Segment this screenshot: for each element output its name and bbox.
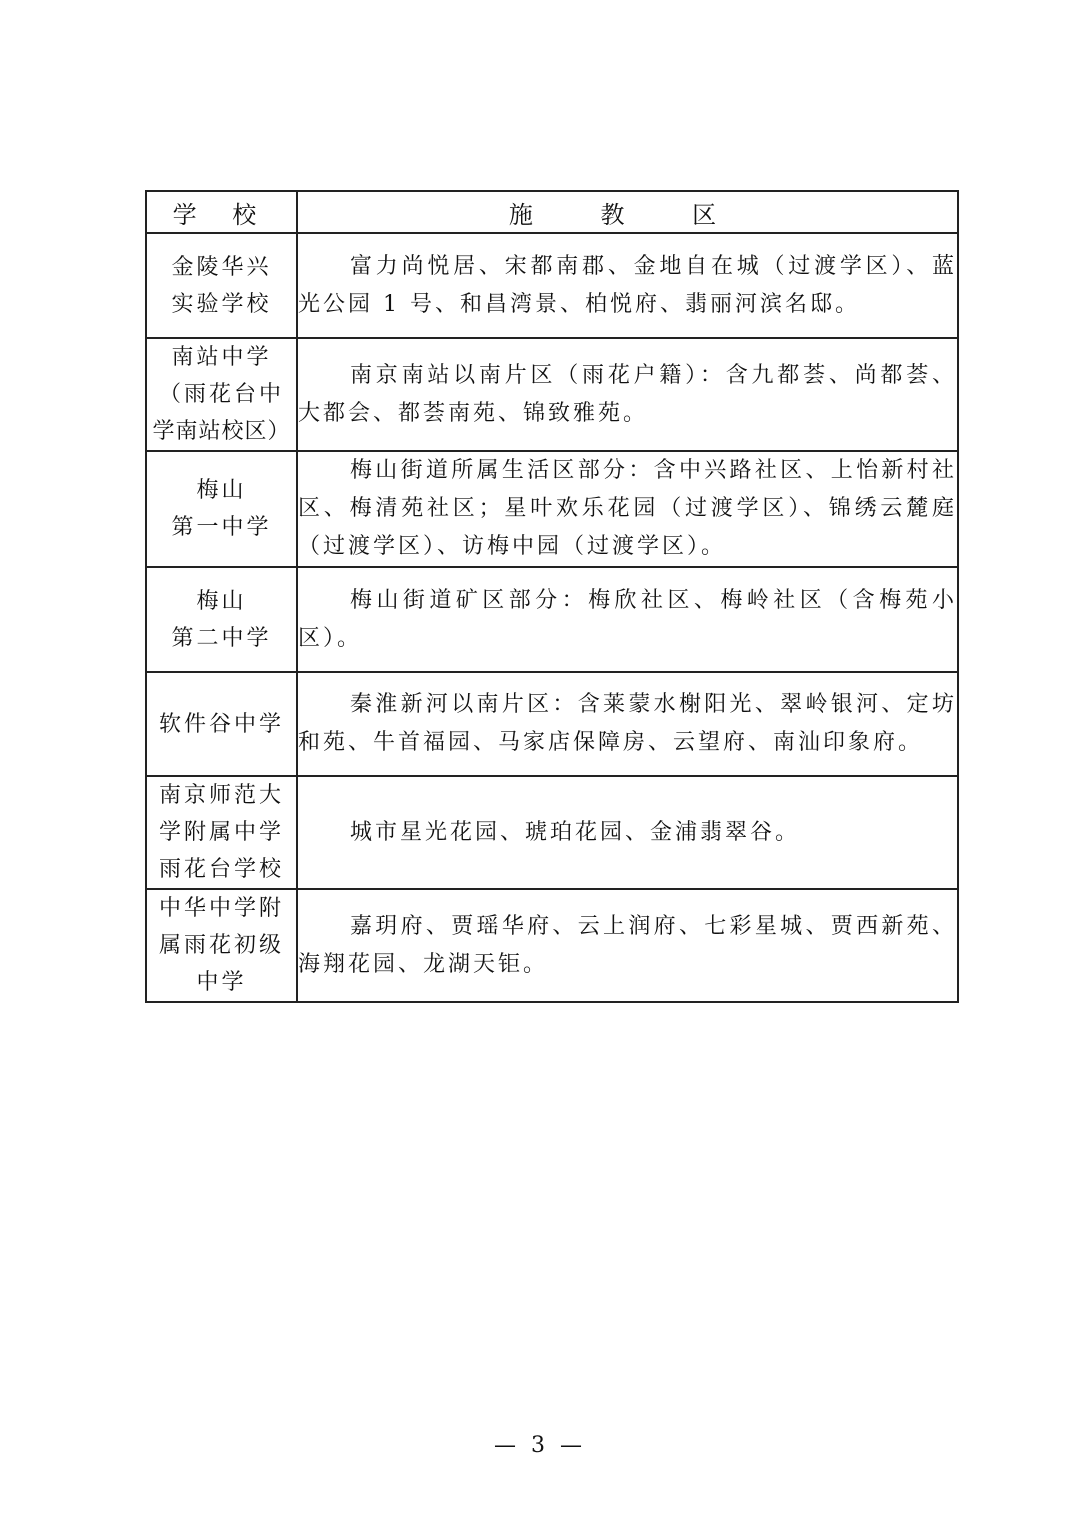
area-cell: 南京南站以南片区（雨花户籍）：含九都荟、尚都荟、大都会、都荟南苑、锦致雅苑。	[297, 338, 958, 451]
area-cell: 梅山街道所属生活区部分：含中兴路社区、上怡新村社区、梅清苑社区；星叶欢乐花园（过渡学区）、锦绣云麓庭（过渡学区）、访梅中园（过渡学区）。	[297, 451, 958, 567]
area-cell: 梅山街道矿区部分：梅欣社区、梅岭社区（含梅苑小区）。	[297, 567, 958, 672]
table-row	[146, 233, 958, 338]
table-row	[146, 672, 958, 776]
school-cell	[146, 672, 297, 776]
table-row	[146, 889, 958, 1002]
page-number: — 3 —	[494, 1433, 586, 1458]
school-cell	[146, 451, 297, 567]
header-area: 施 教 区	[297, 191, 958, 233]
school-cell	[146, 233, 297, 338]
school-name-line: 实验学校	[171, 291, 272, 317]
school-name-line: 南站中学	[171, 345, 272, 370]
table-row	[146, 451, 958, 567]
school-cell	[146, 338, 297, 451]
area-cell: 秦淮新河以南片区：含莱蒙水榭阳光、翠岭银河、定坊和苑、牛首福园、马家店保障房、云望府、南汕印象府。	[297, 672, 958, 776]
school-name-line: 学附属中学	[158, 820, 284, 845]
school-name-line: 金陵华兴	[171, 254, 272, 280]
area-cell: 嘉玥府、贾瑶华府、云上润府、七彩星城、贾西新苑、海翔花园、龙湖天钜。	[297, 889, 958, 1002]
school-name-line: 雨花台学校	[158, 857, 284, 882]
school-name-line: 中学	[196, 970, 247, 995]
school-zone-table	[145, 190, 959, 1003]
school-cell	[146, 567, 297, 672]
school-name-line: 南京师范大	[158, 783, 284, 808]
school-name-line: 软件谷中学	[158, 711, 284, 737]
school-name-line: 第二中学	[171, 625, 272, 651]
school-name-line: 梅山	[196, 588, 247, 614]
school-cell	[146, 776, 297, 889]
school-name-line: 属雨花初级	[158, 933, 284, 958]
school-name-line: 学南站校区）	[152, 419, 291, 444]
area-cell: 富力尚悦居、宋都南郡、金地自在城（过渡学区）、蓝光公园 1 号、和昌湾景、柏悦府、翡丽河滨名邸。	[297, 233, 958, 338]
table-row	[146, 338, 958, 451]
school-name-line: 梅山	[196, 478, 247, 503]
table-row	[146, 567, 958, 672]
area-cell: 城市星光花园、琥珀花园、金浦翡翠谷。	[297, 776, 958, 889]
school-cell	[146, 889, 297, 1002]
school-name-line: 中华中学附	[158, 896, 284, 921]
table-row	[146, 776, 958, 889]
school-name-line: 第一中学	[171, 515, 272, 540]
school-name-line: （雨花台中	[158, 382, 284, 407]
table-header-row	[146, 191, 958, 233]
header-school: 学 校	[146, 191, 297, 233]
